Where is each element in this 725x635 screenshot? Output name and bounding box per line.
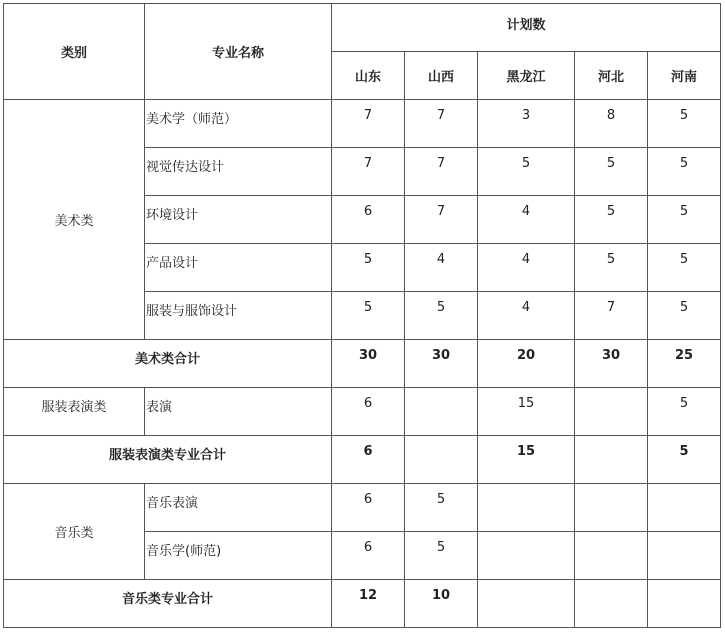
header-province-henan: 河南: [648, 52, 721, 100]
table-row: [4, 388, 721, 436]
value-cell: 7: [332, 148, 405, 196]
table-row: [4, 100, 721, 148]
value-cell: 5: [332, 244, 405, 292]
table-row: [4, 484, 721, 532]
subtotal-value: [575, 580, 648, 628]
enrollment-plan-table: [3, 3, 721, 628]
header-province-shandong: 山东: [332, 52, 405, 100]
category-cell-art: 美术类: [4, 100, 145, 340]
header-category: 类别: [4, 4, 145, 100]
value-cell: 5: [575, 196, 648, 244]
header-row-1: [4, 4, 721, 52]
subtotal-value: 20: [478, 340, 575, 388]
value-cell: 4: [478, 244, 575, 292]
value-cell: 6: [332, 532, 405, 580]
header-plan-count: 计划数: [332, 4, 721, 52]
value-cell: [405, 388, 478, 436]
value-cell: [648, 484, 721, 532]
value-cell: 7: [575, 292, 648, 340]
value-cell: 5: [648, 244, 721, 292]
subtotal-value: [478, 580, 575, 628]
value-cell: 7: [405, 196, 478, 244]
major-name: 产品设计: [145, 244, 332, 292]
value-cell: 4: [478, 292, 575, 340]
value-cell: 5: [575, 244, 648, 292]
value-cell: [575, 388, 648, 436]
subtotal-label: 音乐类专业合计: [4, 580, 332, 628]
value-cell: 5: [648, 292, 721, 340]
header-province-shanxi: 山西: [405, 52, 478, 100]
value-cell: [478, 484, 575, 532]
subtotal-value: 12: [332, 580, 405, 628]
value-cell: 5: [405, 484, 478, 532]
subtotal-value: 25: [648, 340, 721, 388]
major-name: 视觉传达设计: [145, 148, 332, 196]
category-cell-music: 音乐类: [4, 484, 145, 580]
subtotal-row-music: [4, 580, 721, 628]
value-cell: 5: [575, 148, 648, 196]
value-cell: 7: [405, 100, 478, 148]
value-cell: 5: [332, 292, 405, 340]
value-cell: 4: [478, 196, 575, 244]
subtotal-value: 10: [405, 580, 478, 628]
major-name: 表演: [145, 388, 332, 436]
major-name: 音乐表演: [145, 484, 332, 532]
subtotal-value: [648, 580, 721, 628]
major-name: 服装与服饰设计: [145, 292, 332, 340]
subtotal-row-art: [4, 340, 721, 388]
value-cell: 6: [332, 388, 405, 436]
subtotal-value: [575, 436, 648, 484]
value-cell: 6: [332, 196, 405, 244]
value-cell: [575, 484, 648, 532]
subtotal-label: 美术类合计: [4, 340, 332, 388]
subtotal-label: 服装表演类专业合计: [4, 436, 332, 484]
value-cell: 5: [648, 388, 721, 436]
subtotal-value: 30: [332, 340, 405, 388]
value-cell: 5: [405, 292, 478, 340]
header-province-heilongjiang: 黑龙江: [478, 52, 575, 100]
major-name: 音乐学(师范): [145, 532, 332, 580]
value-cell: 15: [478, 388, 575, 436]
subtotal-value: 30: [405, 340, 478, 388]
value-cell: 5: [648, 100, 721, 148]
value-cell: 5: [648, 196, 721, 244]
subtotal-value: 6: [332, 436, 405, 484]
subtotal-value: 30: [575, 340, 648, 388]
value-cell: 7: [332, 100, 405, 148]
value-cell: 8: [575, 100, 648, 148]
header-major-name: 专业名称: [145, 4, 332, 100]
value-cell: 4: [405, 244, 478, 292]
value-cell: [478, 532, 575, 580]
value-cell: 6: [332, 484, 405, 532]
value-cell: 3: [478, 100, 575, 148]
major-name: 环境设计: [145, 196, 332, 244]
value-cell: [648, 532, 721, 580]
header-province-hebei: 河北: [575, 52, 648, 100]
value-cell: 5: [648, 148, 721, 196]
subtotal-value: [405, 436, 478, 484]
category-cell-fashion: 服装表演类: [4, 388, 145, 436]
value-cell: 5: [478, 148, 575, 196]
subtotal-value: 5: [648, 436, 721, 484]
value-cell: 5: [405, 532, 478, 580]
subtotal-row-fashion: [4, 436, 721, 484]
subtotal-value: 15: [478, 436, 575, 484]
value-cell: 7: [405, 148, 478, 196]
major-name: 美术学（师范）: [145, 100, 332, 148]
value-cell: [575, 532, 648, 580]
